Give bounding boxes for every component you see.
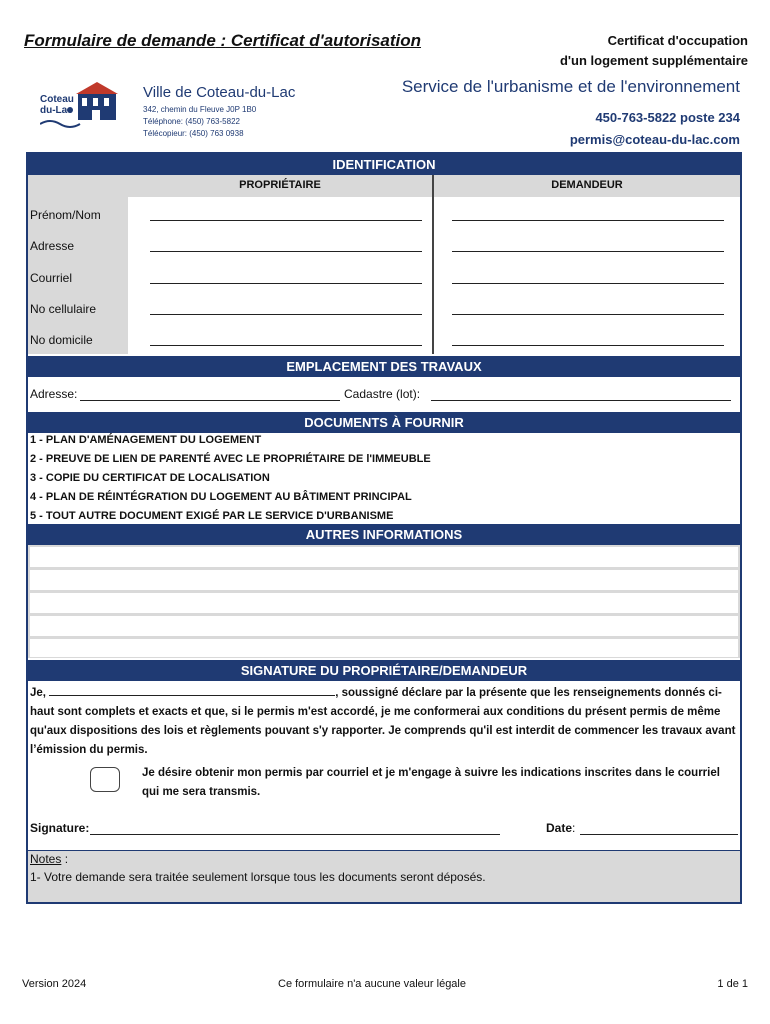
service-phone: 450-763-5822 poste 234 (595, 110, 740, 125)
service-name: Service de l'urbanisme et de l'environnement (401, 77, 740, 96)
declaration-rest: , soussigné déclare par la présente que les renseignements donnés ci-haut sont complets et exacts et que, si le permis m'est accordé, je me conformerai aux conditions du présent permis de même qu'aux dispositions des lois et règlements pouvant s'y rapporter. Je comprends qu'il est interdit de commencer les travaux avant l’émission du permis. (30, 687, 736, 756)
form-title (24, 31, 421, 51)
owner-cell-input[interactable] (150, 314, 422, 315)
footer-version: Version 2024 (22, 978, 87, 990)
owner-home-input[interactable] (150, 345, 422, 346)
city-telephone: Téléphone: (450) 763-5822 (143, 117, 240, 126)
other-info-line-4[interactable] (30, 616, 738, 636)
other-info-line-5[interactable] (30, 639, 738, 657)
document-item: 2 - PREUVE DE LIEN DE PARENTÉ AVEC LE PROPRIÉTAIRE DE l'IMMEUBLE (30, 453, 431, 465)
form-title-main: Formulaire de demande (24, 31, 216, 50)
other-info-line-3[interactable] (30, 593, 738, 613)
applicant-address-input[interactable] (452, 251, 724, 252)
certificate-type (560, 31, 748, 71)
declarant-name-input[interactable] (49, 685, 335, 696)
footer-disclaimer: Ce formulaire n'a aucune valeur légale (278, 978, 466, 990)
footer-page: 1 de 1 (717, 978, 748, 990)
signature-label: Signature: (30, 821, 90, 835)
form-title-sub: : Certificat d'autorisation (215, 31, 422, 50)
declaration-text (30, 684, 738, 760)
applicant-name-input[interactable] (452, 220, 724, 221)
notes-text: 1- Votre demande sera traitée seulement lorsque tous les documents seront déposés. (30, 870, 486, 884)
field-label-email: Courriel (30, 271, 73, 285)
date-label-colon: : (572, 821, 576, 835)
notes-title: Notes (30, 852, 62, 866)
signature-input[interactable] (90, 834, 500, 835)
owner-column-title: PROPRIÉTAIRE (239, 179, 321, 191)
notes-title-wrap (30, 852, 68, 866)
certificate-line-1: Certificat d'occupation (607, 33, 748, 48)
city-fax: Télécopieur: (450) 763 0938 (143, 129, 244, 138)
other-info-header: AUTRES INFORMATIONS (28, 524, 740, 545)
column-divider (432, 175, 434, 354)
city-contact (143, 104, 256, 140)
notes-colon: : (61, 852, 69, 866)
field-label-address: Adresse (30, 239, 75, 253)
other-info-line-2[interactable] (30, 570, 738, 590)
email-consent-checkbox[interactable] (90, 767, 120, 792)
field-label-home: No domicile (30, 333, 93, 347)
owner-name-input[interactable] (150, 220, 422, 221)
owner-address-input[interactable] (150, 251, 422, 252)
certificate-line-2: d'un logement supplémentaire (559, 53, 748, 68)
cadastre-input[interactable] (431, 400, 731, 401)
applicant-home-input[interactable] (452, 345, 724, 346)
applicant-email-input[interactable] (452, 283, 724, 284)
applicant-cell-input[interactable] (452, 314, 724, 315)
logo-text-1: Coteau (40, 94, 74, 105)
owner-email-input[interactable] (150, 283, 422, 284)
city-name: Ville de Coteau-du-Lac (143, 84, 296, 101)
document-item: 1 - PLAN D'AMÉNAGEMENT DU LOGEMENT (30, 434, 262, 446)
service-email[interactable]: permis@coteau-du-lac.com (569, 132, 740, 147)
city-address: 342, chemin du Fleuve J0P 1B0 (143, 105, 257, 114)
other-info-line-1[interactable] (30, 547, 738, 567)
city-logo (40, 80, 122, 130)
document-item: 5 - TOUT AUTRE DOCUMENT EXIGÉ PAR LE SERVICE D'URBANISME (30, 510, 394, 522)
documents-header: DOCUMENTS À FOURNIR (28, 412, 740, 433)
declaration-start: Je, (30, 687, 50, 699)
date-label-text: Date (546, 821, 573, 835)
form-container (26, 152, 742, 904)
applicant-column-title: DEMANDEUR (551, 179, 623, 191)
date-input[interactable] (580, 834, 738, 835)
location-header: EMPLACEMENT DES TRAVAUX (28, 356, 740, 377)
email-consent-text: Je désire obtenir mon permis par courriel et je m'engage à suivre les indications inscrites dans le courriel qui me sera transmis. (142, 767, 720, 798)
date-label (546, 821, 575, 835)
signature-header: SIGNATURE DU PROPRIÉTAIRE/DEMANDEUR (28, 660, 740, 681)
identification-header: IDENTIFICATION (28, 154, 740, 175)
cadastre-label: Cadastre (lot): (344, 387, 421, 401)
document-item: 3 - COPIE DU CERTIFICAT DE LOCALISATION (30, 472, 270, 484)
location-address-input[interactable] (80, 400, 340, 401)
document-item: 4 - PLAN DE RÉINTÉGRATION DU LOGEMENT AU BÂTIMENT PRINCIPAL (30, 491, 412, 503)
field-label-cell: No cellulaire (30, 302, 97, 316)
field-label-name: Prénom/Nom (30, 208, 101, 222)
logo-text-2: du-Lac (40, 105, 73, 116)
location-address-label: Adresse: (30, 387, 78, 401)
